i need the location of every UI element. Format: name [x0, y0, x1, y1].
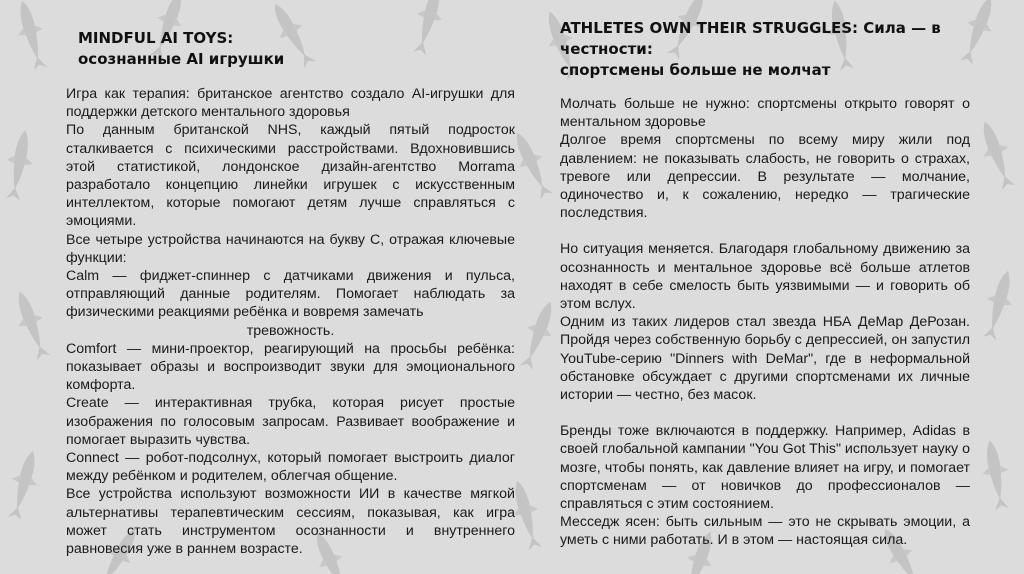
left-body	[66, 85, 515, 558]
left-title	[78, 28, 515, 70]
left-title-line2: осознанные AI игрушки	[78, 50, 285, 68]
left-paragraph: Comfort — мини-проектор, реагирующий на просьбы ребёнка: показывает образы и воспроизводит звуки для эмоционального комфорта.	[66, 340, 515, 394]
right-paragraph: Но ситуация меняется. Благодаря глобальному движению за осознанность и ментальное здоровье всё больше атлетов находят в себе смелость быть уязвимыми — и говорить об этом вслух.	[560, 241, 970, 313]
left-paragraph: Create — интерактивная трубка, которая рисует простые изображения по голосовым запросам. Развивает воображение и помогает выразить чувства.	[66, 395, 515, 448]
right-paragraph: Молчать больше не нужно: спортсмены открыто говорят о ментальном здоровье	[560, 96, 970, 131]
right-column	[560, 18, 970, 550]
left-paragraph: тревожность.	[246, 322, 335, 339]
left-paragraph: Игра как терапия: британское агентство создало AI-игрушки для поддержки детского ментального здоровья	[66, 86, 515, 121]
left-title-line1: MINDFUL AI TOYS:	[78, 29, 234, 47]
left-paragraph: Все четыре устройства начинаются на букву C, отражая ключевые функции:	[66, 231, 515, 266]
right-title-line1: ATHLETES OWN THEIR STRUGGLES: Сила — в честности:	[560, 19, 941, 58]
right-paragraph: Долгое время спортсмены по всему миру жили под давлением: не показывать слабость, не говорить о страхах, тревоге или депрессии. В результате — молчание, одиночество и, к сожалению, нередко — трагические последствия.	[560, 132, 970, 222]
left-paragraph: Connect — робот-подсолнух, который помогает выстроить диалог между ребёнком и родителем, облегчая общение.	[66, 450, 515, 485]
right-paragraph: Месседж ясен: быть сильным — это не скрывать эмоции, а уметь с ними работать. И в этом — настоящая сила.	[560, 514, 970, 549]
left-paragraph: Calm — фиджет-спиннер с датчиками движения и пульса, отправляющий данные родителям. Помогает наблюдать за физическими реакциями ребёнка и вовремя замечать	[66, 268, 515, 321]
right-title	[560, 18, 1020, 81]
right-paragraph: Бренды тоже включаются в поддержку. Например, Adidas в своей глобальной кампании "You Got This" использует науку о мозге, чтобы понять, как давление влияет на игру, и помогает спортсменам — от новичков до профессионалов — справляться с этим состоянием.	[560, 423, 970, 513]
left-paragraph: Все устройства используют возможности ИИ в качестве мягкой альтернативы терапевтическим сессиям, показывая, как игра может стать инструментом осознанности и внутреннего равновесия уже в раннем возрасте.	[66, 486, 515, 558]
left-paragraph: По данным британской NHS, каждый пятый подросток сталкивается с психическими расстройствами. Вдохновившись этой статистикой, лондонское дизайн-агентство Morrama разработало концепцию линейки игрушек с искусственным интеллектом, которые помогают детям лучше справляться с эмоциями.	[66, 122, 515, 230]
left-column	[66, 28, 515, 558]
right-paragraph: Одним из таких лидеров стал звезда НБА ДеМар ДеРозан. Пройдя через собственную борьбу с депрессией, он запустил YouTube-серию "Dinners with DeMar", где в неформальной обстановке обсуждает с другими спортсменами их личные истории — честно, без масок.	[560, 314, 970, 404]
right-body	[560, 95, 970, 550]
right-title-line2: спортсмены больше не молчат	[560, 61, 831, 79]
